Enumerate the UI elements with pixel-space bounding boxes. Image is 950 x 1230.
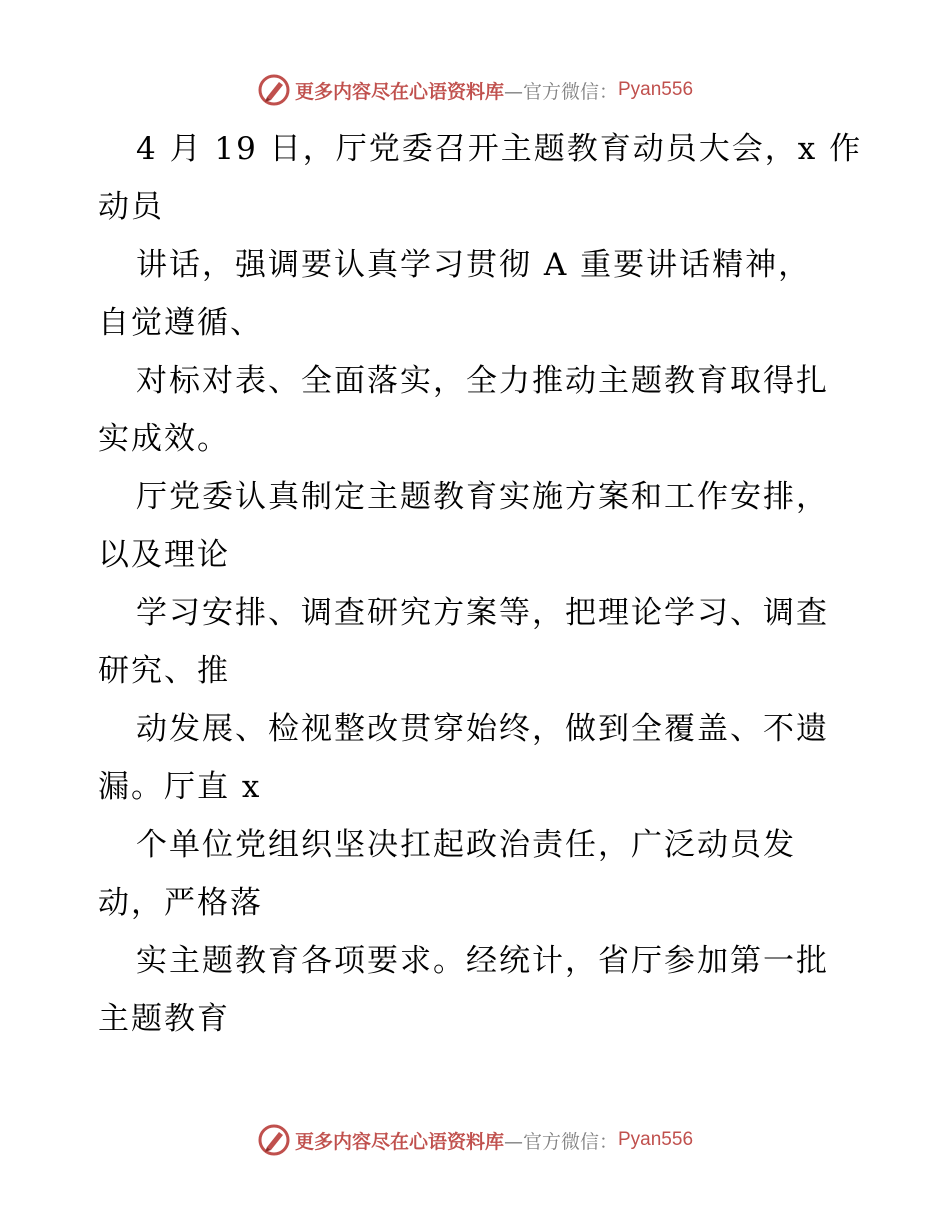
paragraph <box>98 120 868 236</box>
paragraph <box>98 700 868 816</box>
paragraph <box>98 352 868 468</box>
text-line: 实主题教育各项要求。经统计，省厅参加第一批 <box>136 943 829 979</box>
watermark-separator: —官方微信： <box>503 80 618 103</box>
watermark-wechat-id: Pyan556 <box>618 1129 694 1150</box>
paragraph <box>98 468 868 584</box>
watermark-text: 更多内容尽在心语资料库 <box>294 80 504 103</box>
text-line: 对标对表、全面落实，全力推动主题教育取得扎 <box>136 363 829 399</box>
logo-icon <box>257 73 291 107</box>
watermark-separator: —官方微信： <box>503 1130 618 1153</box>
text-line: 动，严格落 <box>98 885 263 921</box>
text-line: 实成效。 <box>98 421 230 457</box>
paragraph <box>98 932 868 1048</box>
logo-icon <box>257 1123 291 1157</box>
text-line: 自觉遵循、 <box>98 305 263 341</box>
watermark-wechat-id: Pyan556 <box>618 79 694 100</box>
watermark-text: 更多内容尽在心语资料库 <box>294 1130 504 1153</box>
text-line: 研究、推 <box>98 653 230 689</box>
document-body <box>98 120 868 1048</box>
text-line: 个单位党组织坚决扛起政治责任，广泛动员发 <box>136 827 796 863</box>
text-line: 动员 <box>98 189 164 225</box>
text-line: 讲话，强调要认真学习贯彻 A 重要讲话精神， <box>136 247 812 283</box>
text-line: 动发展、检视整改贯穿始终，做到全覆盖、不遗 <box>136 711 829 747</box>
text-line: 厅党委认真制定主题教育实施方案和工作安排， <box>136 479 829 515</box>
paragraph <box>98 584 868 700</box>
text-line: 学习安排、调查研究方案等，把理论学习、调查 <box>136 595 829 631</box>
text-line: 主题教育 <box>98 1001 230 1037</box>
paragraph <box>98 236 868 352</box>
text-line: 以及理论 <box>98 537 230 573</box>
text-line: 漏。厅直 x <box>98 769 262 805</box>
footer-watermark <box>0 1120 950 1160</box>
paragraph <box>98 816 868 932</box>
text-line: 4 月 19 日，厅党委召开主题教育动员大会，x 作 <box>136 131 863 167</box>
header-watermark <box>0 70 950 110</box>
